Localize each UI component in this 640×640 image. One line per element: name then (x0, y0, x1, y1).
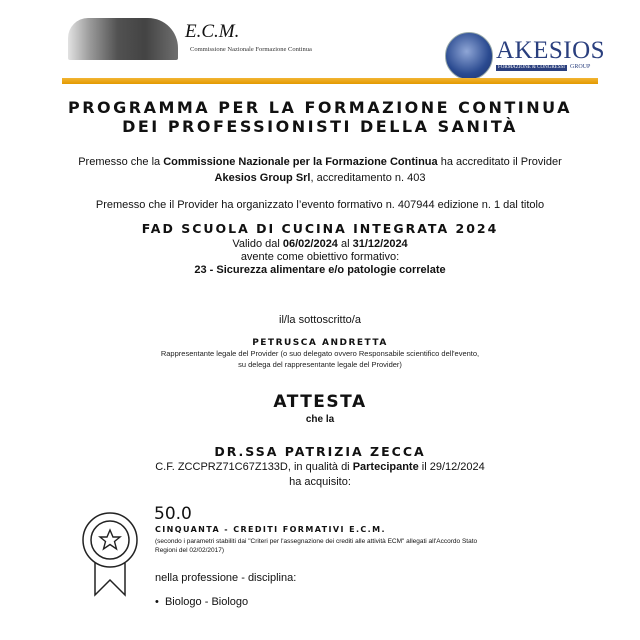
participant-name: DR.SSA PATRIZIA ZECCA (214, 444, 426, 459)
profession-label: nella professione - disciplina: (155, 572, 297, 584)
attesta-heading: ATTESTA (273, 392, 367, 412)
bullet-icon: • (155, 596, 165, 608)
akesios-emblem-icon (445, 32, 493, 80)
objective-label: avente come obiettivo formativo: (240, 251, 400, 263)
intro-commission: Premesso che la Commissione Nazionale per la Formazione Continua ha accreditato il Provider (78, 156, 562, 168)
attesta-sub: che la (305, 414, 335, 425)
profession-item: • Biologo - Biologo (155, 596, 249, 608)
akesios-logo-sub: FORMAZIONE & CONGRESSI (498, 65, 565, 70)
ecm-subtitle: Commissione Nazionale Formazione Continua (190, 46, 312, 53)
signer-label: il/la sottoscritto/a (279, 314, 361, 326)
title-line2: DEI PROFESSIONISTI DELLA SANITÀ (122, 117, 518, 136)
title-line1: PROGRAMMA PER LA FORMAZIONE CONTINUA (67, 98, 573, 117)
header-divider (62, 78, 598, 84)
credits-note-1: (secondo i parametri stabiliti dai "Criteri per l'assegnazione dei crediti alle attività ECM" allegati all'Accordo Stato (155, 538, 478, 545)
intro-provider: Akesios Group Srl, accreditamento n. 403 (214, 172, 426, 184)
award-badge-icon (80, 510, 140, 600)
ecm-painting-logo (68, 18, 178, 60)
ecm-logo-text: E.C.M. (185, 21, 240, 42)
credits-note-2: Regioni del 02/02/2017) (155, 547, 225, 554)
signer-role-1: Rappresentante legale del Provider (o suo delegato ovvero Responsabile scientifico dell'evento, (160, 349, 480, 358)
credits-value: 50.0 (154, 504, 192, 524)
event-title: FAD SCUOLA DI CUCINA INTEGRATA 2024 (141, 221, 499, 236)
objective: 23 - Sicurezza alimentare e/o patologie correlate (194, 264, 446, 276)
event-validity: Valido dal 06/02/2024 al 31/12/2024 (232, 238, 408, 250)
credits-words: CINQUANTA - CREDITI FORMATIVI E.C.M. (155, 525, 386, 534)
intro-event: Premesso che il Provider ha organizzato l’evento formativo n. 407944 edizione n. 1 dal titolo (95, 199, 545, 211)
akesios-logo-group: GROUP (570, 64, 591, 70)
participant-details: C.F. ZCCPRZ71C67Z133D, in qualità di Partecipante il 29/12/2024 (155, 461, 485, 473)
acquired-label: ha acquisito: (289, 476, 351, 488)
akesios-logo-text: AKESIOS (496, 37, 606, 64)
signer-name: PETRUSCA ANDRETTA (252, 338, 388, 348)
signer-role-2: su delega del rappresentante legale del Provider) (238, 360, 402, 369)
